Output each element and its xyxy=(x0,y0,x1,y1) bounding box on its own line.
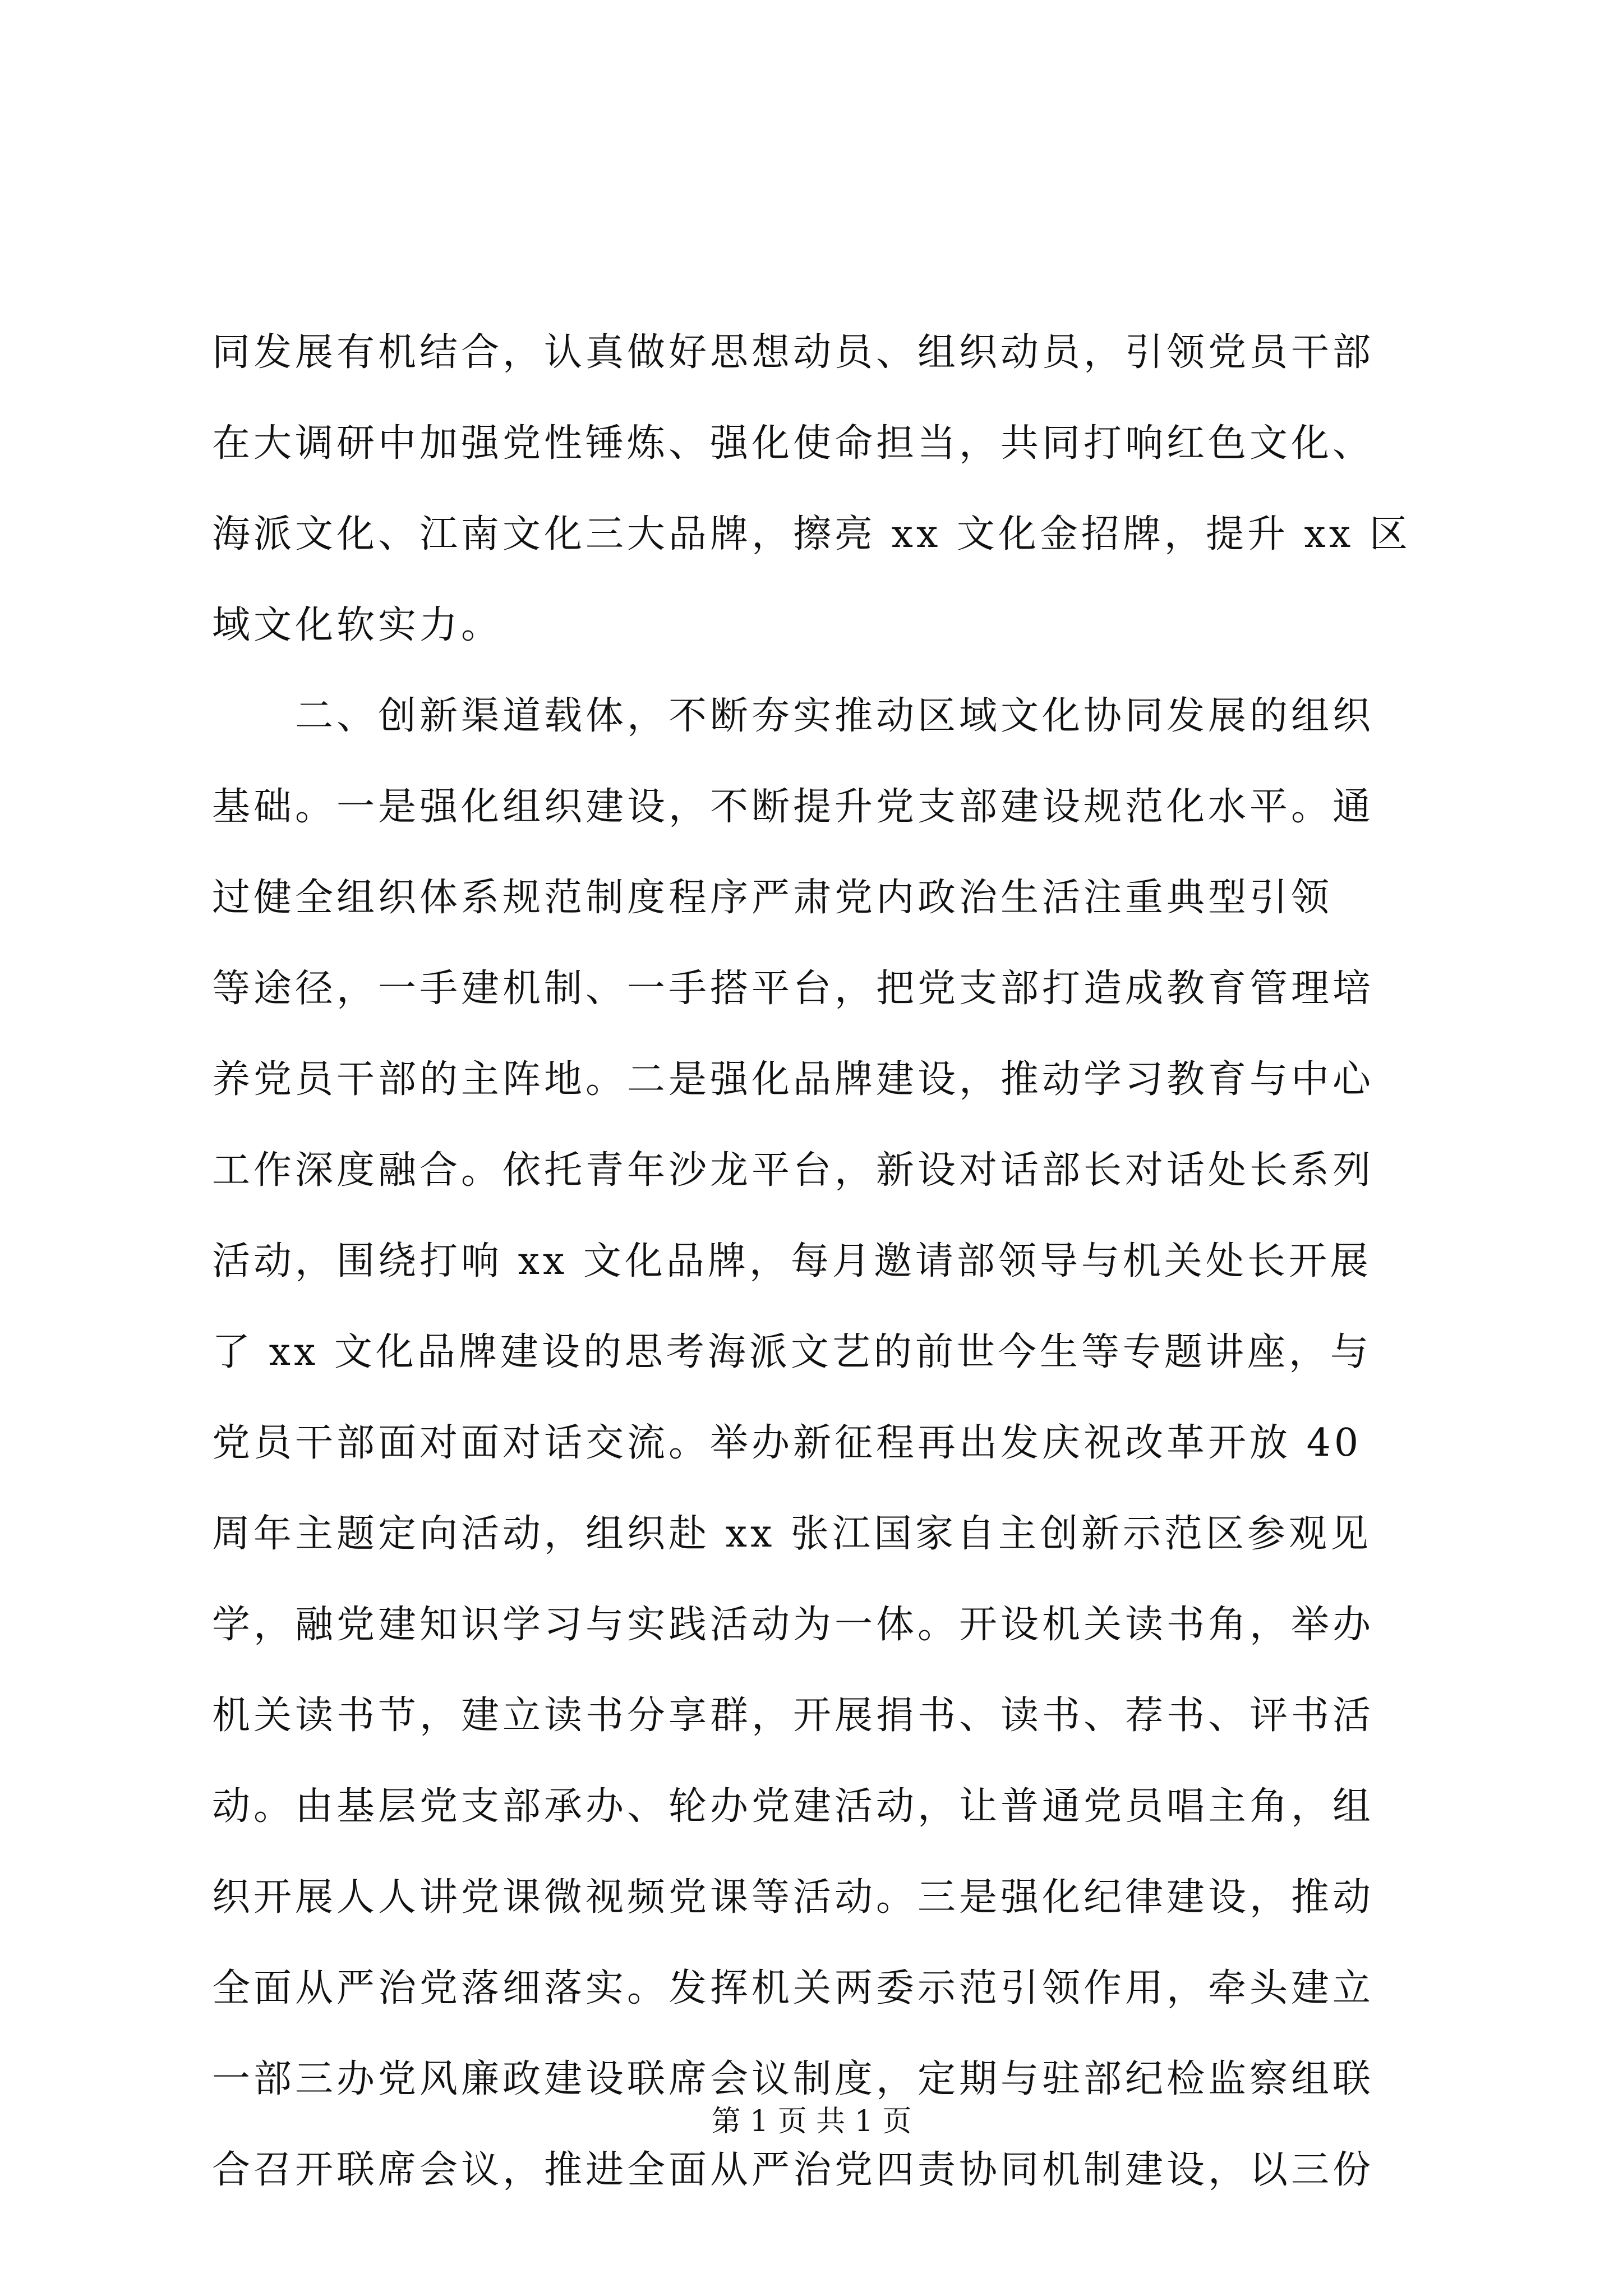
text-line: 在大调研中加强党性锤炼、强化使命担当，共同打响红色文化、 xyxy=(212,421,1375,466)
text-line: 党员干部面对面对话交流。举办新征程再出发庆祝改革开放 40 xyxy=(212,1421,1362,1465)
body-text xyxy=(212,307,1423,2216)
text-line: 过健全组织体系规范制度程序严肃党内政治生活注重典型引领 xyxy=(212,876,1333,920)
text-line: 工作深度融合。依托青年沙龙平台，新设对话部长对话处长系列 xyxy=(212,1148,1375,1193)
text-line: 织开展人人讲党课微视频党课等活动。三是强化纪律建设，推动 xyxy=(212,1875,1375,1920)
text-line: 周年主题定向活动，组织赴 xx 张江国家自主创新示范区参观见 xyxy=(212,1512,1372,1556)
text-line: 活动，围绕打响 xx 文化品牌，每月邀请部领导与机关处长开展 xyxy=(212,1239,1372,1283)
text-line: 同发展有机结合，认真做好思想动员、组织动员，引领党员干部 xyxy=(212,330,1375,375)
text-line: 基础。一是强化组织建设，不断提升党支部建设规范化水平。通 xyxy=(212,785,1375,829)
text-line: 学，融党建知识学习与实践活动为一体。开设机关读书角，举办 xyxy=(212,1603,1375,1647)
section-heading-line: 二、创新渠道载体，不断夯实推动区域文化协同发展的组织 xyxy=(212,694,1375,738)
text-line: 养党员干部的主阵地。二是强化品牌建设，推动学习教育与中心 xyxy=(212,1057,1375,1102)
page-footer: 第 1 页 共 1 页 xyxy=(711,2105,912,2138)
text-line: 合召开联席会议，推进全面从严治党四责协同机制建设，以三份 xyxy=(212,2148,1375,2192)
text-line: 海派文化、江南文化三大品牌，擦亮 xx 文化金招牌，提升 xx 区 xyxy=(212,512,1411,556)
text-line: 一部三办党风廉政建设联席会议制度，定期与驻部纪检监察组联 xyxy=(212,2057,1375,2101)
text-line: 了 xx 文化品牌建设的思考海派文艺的前世今生等专题讲座，与 xyxy=(212,1330,1372,1374)
text-line: 机关读书节，建立读书分享群，开展捐书、读书、荐书、评书活 xyxy=(212,1694,1375,1738)
text-line: 等途径，一手建机制、一手搭平台，把党支部打造成教育管理培 xyxy=(212,967,1375,1011)
text-line: 全面从严治党落细落实。发挥机关两委示范引领作用，牵头建立 xyxy=(212,1966,1375,2010)
text-line: 域文化软实力。 xyxy=(212,603,503,647)
text-line: 动。由基层党支部承办、轮办党建活动，让普通党员唱主角，组 xyxy=(212,1784,1375,1829)
